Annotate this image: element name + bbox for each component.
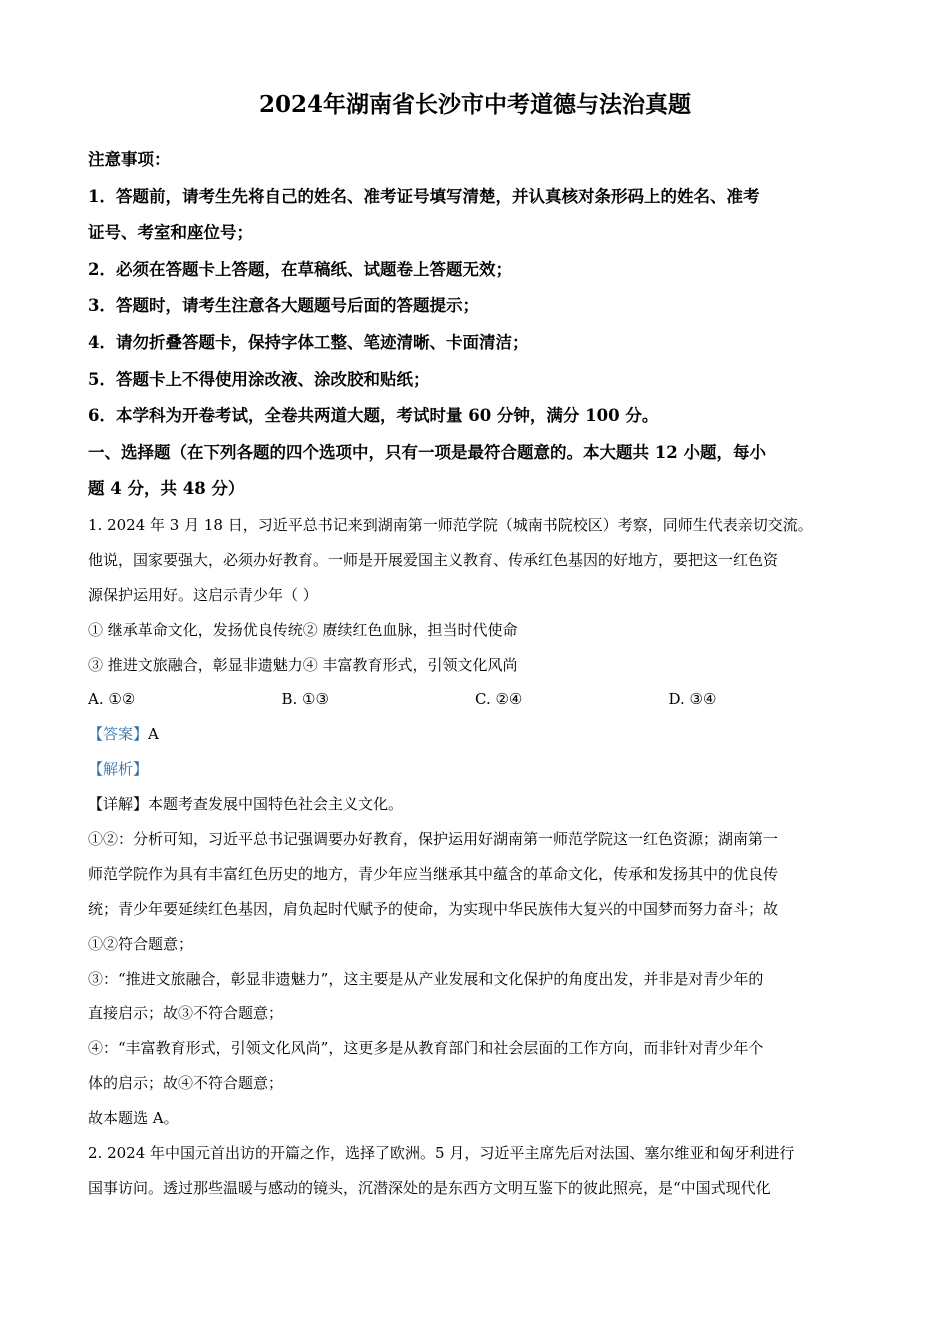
notice-line: 证号、考室和座位号；: [88, 223, 253, 243]
section-heading-line: 一、选择题（在下列各题的四个选项中，只有一项是最符合题意的。本大题共 12 小题，每小: [88, 442, 766, 462]
section-heading: [88, 435, 862, 508]
notice-line: 5．答题卡上不得使用涂改液、涂改胶和贴纸；: [88, 369, 430, 389]
detail-line: 【详解】本题考查发展中国特色社会主义文化。: [88, 795, 404, 814]
analysis-label: 【解析】: [88, 760, 149, 779]
answer-options: [88, 682, 862, 717]
detail-line: 师范学院作为具有丰富红色历史的地方，青少年应当继承其中蕴含的革命文化，传承和发扬其中的优良传: [88, 864, 779, 883]
detail-line: 故本题选 A。: [88, 1109, 179, 1128]
notice-heading: 注意事项：: [88, 150, 171, 169]
answer-label: 【答案】: [88, 725, 149, 744]
option-a: A. ①②: [88, 690, 136, 709]
notice-block: [88, 142, 862, 435]
question-stem-line: 国事访问。透过那些温暖与感动的镜头，沉潜深处的是东西方文明互鉴下的彼此照亮，是“中国式现代化: [88, 1178, 771, 1197]
answer-line: [88, 717, 862, 752]
question-stem-line: 源保护运用好。这启示青少年（ ）: [88, 585, 318, 604]
notice-line: 1．答题前，请考生先将自己的姓名、准考证号填写清楚，并认真核对条形码上的姓名、准考: [88, 186, 760, 206]
detail-line: 统；青少年要延续红色基因，肩负起时代赋予的使命，为实现中华民族伟大复兴的中国梦而努力奋斗；故: [88, 899, 779, 918]
question-stem-line: ③ 推进文旅融合，彰显非遗魅力④ 丰富教育形式，引领文化风尚: [88, 655, 518, 674]
detail-line: ①②符合题意；: [88, 934, 194, 953]
question-stem-line: 1. 2024 年 3 月 18 日，习近平总书记来到湖南第一师范学院（城南书院校区）考察，同师生代表亲切交流。: [88, 515, 813, 534]
detail-line: ③：“推进文旅融合，彰显非遗魅力”，这主要是从产业发展和文化保护的角度出发，并非是对青少年的: [88, 969, 764, 988]
notice-line: 6．本学科为开卷考试，全卷共两道大题，考试时量 60 分钟，满分 100 分。: [88, 406, 659, 426]
page-title: 2024年湖南省长沙市中考道德与法治真题: [258, 91, 691, 118]
detail-line: ④：“丰富教育形式，引领文化风尚”，这更多是从教育部门和社会层面的工作方向，而非针对青少年个: [88, 1039, 764, 1058]
option-c: C. ②④: [475, 690, 523, 709]
question-stem-line: ① 继承革命文化，发扬优良传统② 赓续红色血脉，担当时代使命: [88, 620, 518, 639]
detail-line: 直接启示；故③不符合题意；: [88, 1004, 284, 1023]
detail-line: ①②：分析可知，习近平总书记强调要办好教育，保护运用好湖南第一师范学院这一红色资源；湖南第一: [88, 829, 779, 848]
notice-line: 2．必须在答题卡上答题，在草稿纸、试题卷上答题无效；: [88, 259, 512, 279]
option-d: D. ③④: [668, 690, 717, 709]
document-body: [88, 142, 862, 1206]
question-stem-line: 2. 2024 年中国元首出访的开篇之作，选择了欧洲。5 月，习近平主席先后对法国、塞尔维亚和匈牙利进行: [88, 1143, 795, 1162]
section-heading-line: 题 4 分，共 48 分）: [88, 479, 245, 499]
question-stem-line: 他说，国家要强大，必须办好教育。一师是开展爱国主义教育、传承红色基因的好地方，要把这一红色资: [88, 550, 779, 569]
question-1: [88, 508, 862, 1136]
notice-line: 3．答题时，请考生注意各大题题号后面的答题提示；: [88, 296, 479, 316]
answer-value: A: [148, 725, 159, 744]
detail-line: 体的启示；故④不符合题意；: [88, 1074, 284, 1093]
question-2: [88, 1136, 862, 1206]
option-b: B. ①③: [281, 690, 329, 709]
notice-line: 4．请勿折叠答题卡，保持字体工整、笔迹清晰、卡面清洁；: [88, 332, 529, 352]
